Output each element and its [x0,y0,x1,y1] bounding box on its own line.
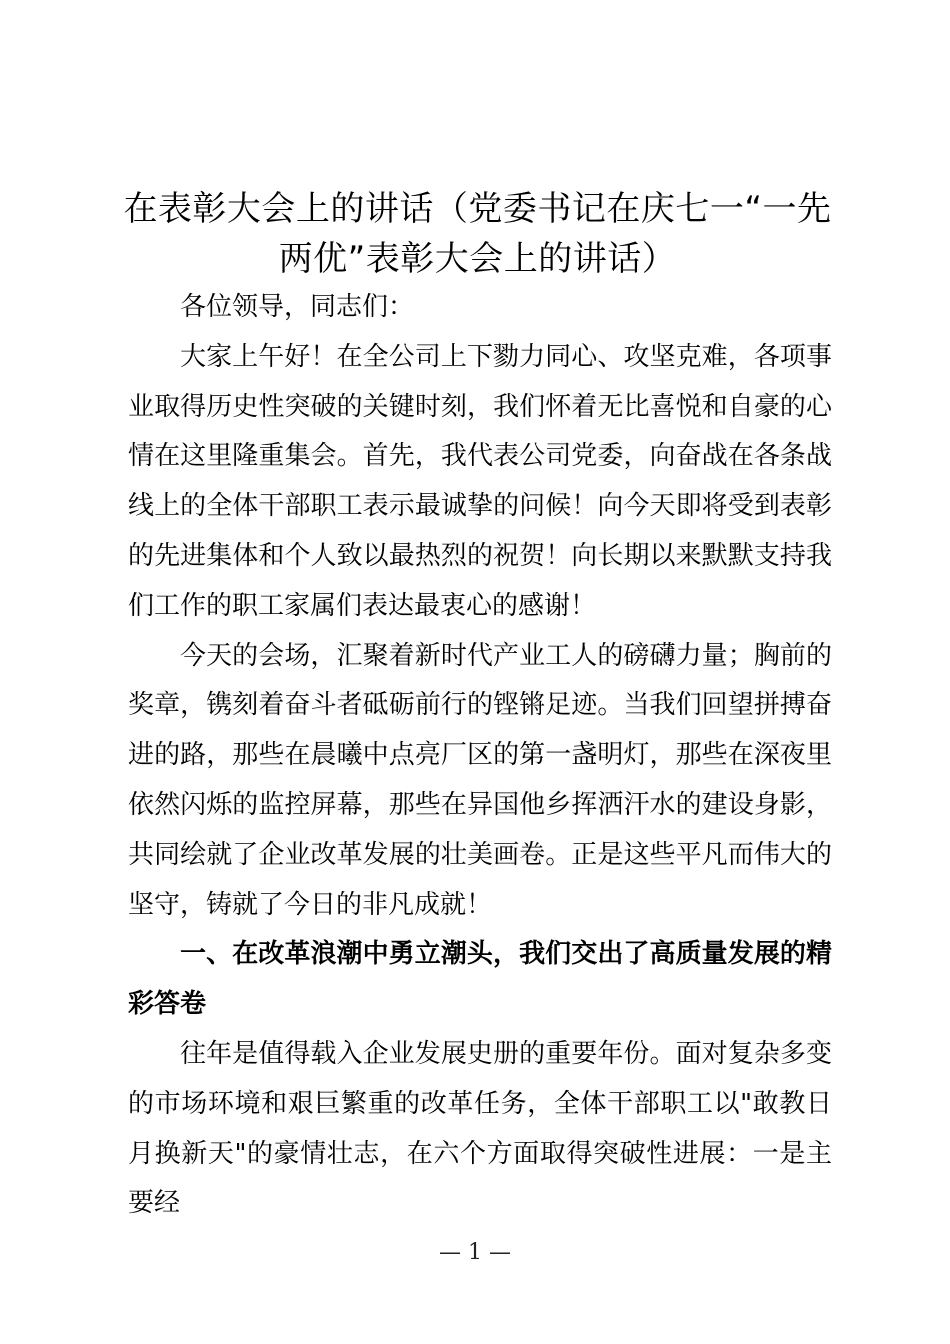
paragraph: 今天的会场，汇聚着新时代产业工人的磅礴力量；胸前的奖章，镌刻着奋斗者砥砺前行的铿锵足迹。当我们回望拼搏奋进的路，那些在晨曦中点亮厂区的第一盏明灯，那些在深夜里依然闪烁的监控屏幕，那些在异国他乡挥洒汗水的建设身影，共同绘就了企业改革发展的壮美画卷。正是这些平凡而伟大的坚守，铸就了今日的非凡成就！ [128,640,832,920]
document-body [128,283,832,1229]
paragraph: 往年是值得载入企业发展史册的重要年份。面对复杂多变的市场环境和艰巨繁重的改革任务，全体干部职工以"敢教日月换新天"的豪情壮志，在六个方面取得突破性进展：一是主要经 [128,1038,832,1219]
page-number: — 1 — [439,1240,511,1265]
document-title: 在表彰大会上的讲话（党委书记在庆七一“一先两优”表彰大会上的讲话） [123,189,832,279]
paragraph: 大家上午好！在全公司上下勠力同心、攻坚克难，各项事业取得历史性突破的关键时刻，我们怀着无比喜悦和自豪的心情在这里隆重集会。首先，我代表公司党委，向奋战在各条战线上的全体干部职工表示最诚挚的问候！向今天即将受到表彰的先进集体和个人致以最热烈的祝贺！向长期以来默默支持我们工作的职工家属们表达最衷心的感谢！ [128,341,832,621]
section-heading: 一、在改革浪潮中勇立潮头，我们交出了高质量发展的精彩答卷 [128,939,832,1020]
salutation: 各位领导，同志们： [180,292,415,322]
